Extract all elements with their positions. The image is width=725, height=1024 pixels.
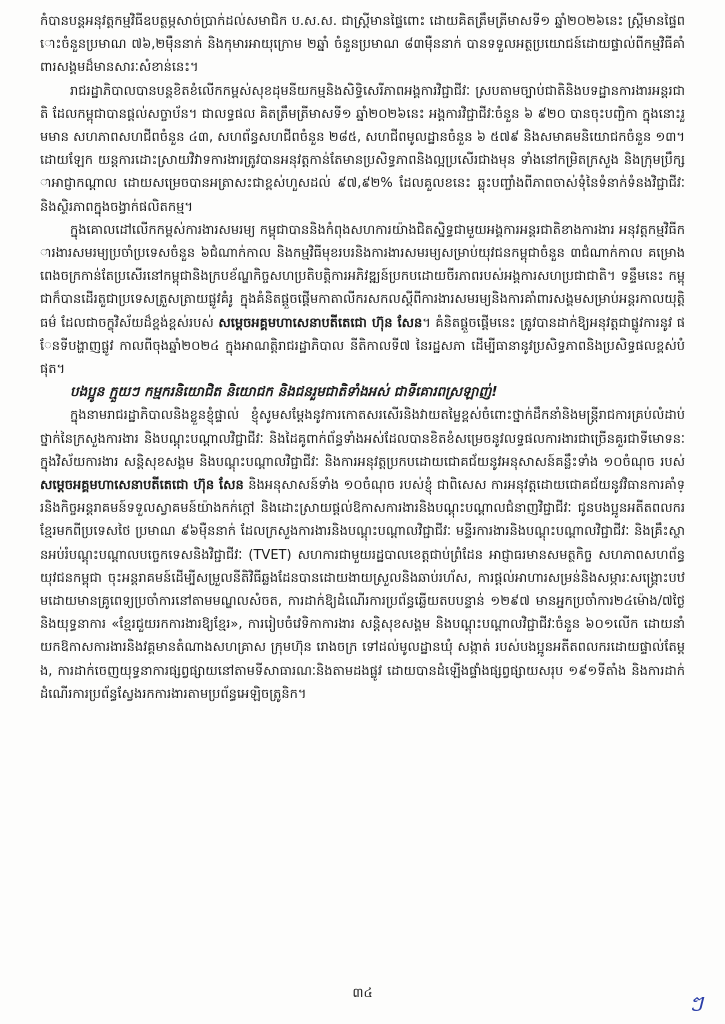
- paragraph-5-emphasis: សម្តេចអគ្គមហាសេនាបតីតេជោ ហ៊ុន សែន: [40, 478, 244, 494]
- handwritten-margin-mark: ៗ: [688, 992, 703, 1017]
- paragraph-5: [40, 404, 685, 706]
- salutation-heading: បងប្អូន ក្មួយៗ កម្មករនិយោជិត និយោជក និងជនរួមជាតិទាំងអស់ ជាទីគោរពស្រឡាញ់!: [70, 384, 498, 401]
- paragraph-1: [40, 10, 685, 80]
- page-number: ៣៤: [352, 986, 373, 1001]
- paragraph-5-text: ក្នុងនាមរាជរដ្ឋាភិបាលនិងខ្លួនខ្ញុំផ្ទាល់ ខ្ញុំសូមសម្តែងនូវការកោតសរសើរនិងវាយតម្លៃខ្ពស់ចំពោះថ្នាក់ដឹកនាំនិងមន្ត្រីរាជការគ្រប់លំដាប់ថ្នាក់នៃក្រសួងការងារ និងបណ្តុះបណ្តាលវិជ្ជាជីវៈ និងដៃគូពាក់ព័ន្ធទាំងអស់ដែលបានខិតខំសម្រេចនូវលទ្ធផលការងារជាច្រើនគួរជាទីមោទនៈក្នុងវិស័យការងារ សន្តិសុខសង្គម និងបណ្តុះបណ្តាលវិជ្ជាជីវៈ និងការអនុវត្តប្រកបដោយជោគជ័យនូវអនុសាសន៍គន្លឹះទាំង ១០ចំណុច របស់: [40, 408, 685, 470]
- paragraph-3-text: ក្នុងគោលដៅលើកកម្ពស់ការងារសមរម្យ កម្ពុជាបាននិងកំពុងសហការយ៉ាងជិតស្និទ្ធជាមួយអង្គការអន្តរជាតិខាងការងារ អនុវត្តកម្មវិធីការងារសមរម្យប្រចាំប្រទេសចំនួន ៦ជំណាក់កាល និងកម្មវិធីមុខរបរនិងការងារសមរម្យសម្រាប់យុវជនកម្ពុជាចំនួន ៣ជំណាក់កាល គម្រោងពេងចក្រកាន់តែប្រសើរនៅកម្ពុជានិងក្របខ័ណ្ឌកិច្ចសហប្រតិបត្តិការអភិវឌ្ឍន៍ប្រកបដោយចីរភាពរបស់អង្គការសហប្រជាជាតិ។ ទន្ទឹមនេះ កម្ពុជាក៏បានដើរតួជាប្រទេសត្រួសត្រាយផ្លូវគំរូ ក្នុងគំនិតផ្តួចផ្តើមកាតាលីករសកលស្តីពីការងារសមរម្យនិងការគាំពារសង្គមសម្រាប់អន្តរកាលយុត្តិធម៌ ដែលជាចក្ខុវិស័យដ៏ខ្ពង់ខ្ពស់របស់: [40, 222, 685, 331]
- paragraph-5-tail: និងអនុសាសន៍ទាំង ១០ចំណុច របស់ខ្ញុំ ជាពិសេស ការអនុវត្តដោយជោគជ័យនូវវិធានការគាំទ្រនិងកិច្ចអន្តរាគមន៍ទទួលស្វាគមន៍យ៉ាងកក់ក្តៅ និងដោះស្រាយផ្តល់ឱកាសការងារនិងបណ្តុះបណ្តាលជំនាញវិជ្ជាជីវៈ ជូនបងប្អូនអតីតពលករខ្មែរមកពីប្រទេសថៃ ប្រមាណ ៩៦ម៉ឺននាក់ ដែលក្រសួងការងារនិងបណ្តុះបណ្តាលវិជ្ជាជីវៈ មន្ទីរការងារនិងបណ្តុះបណ្តាលវិជ្ជាជីវៈ និងគ្រឹះស្ថានអប់រំបណ្តុះបណ្តាលបច្ចេកទេសនិងវិជ្ជាជីវៈ (TVET) សហការជាមួយរដ្ឋបាលខេត្តជាប់ព្រំដែន អាជ្ញាធរមានសមត្ថកិច្ច សហភាពសហព័ន្ធយុវជនកម្ពុជា ចុះអន្តរាគមន៍ដើម្បីសម្រួលនីតិវិធីឆ្លងដែនបានដោយងាយស្រួលនិងឆាប់រហ័ស, ការផ្តល់អាហារសម្រន់និងសម្ភារៈសង្គ្រោះបឋមដោយមានគ្រូពេទ្យប្រចាំការនៅតាមមណ្ឌលសំចត, ការដាក់ឱ្យដំណើរការប្រព័ន្ធឆ្លើយតបបន្ទាន់ ១២៩៧ មានអ្នកប្រចាំការ២៤ម៉ោង/៧ថ្ងៃ និងយុទ្ធនាការ «ខ្មែរជួយរកការងារឱ្យខ្មែរ», ការរៀបចំវេទិកាការងារ សន្តិសុខសង្គម និងបណ្តុះបណ្តាលវិជ្ជាជីវៈចំនួន ៦០១លើក ដោយនាំយកឱកាសការងារនិងវគ្គមានតំណាងសហគ្រាស ក្រុមហ៊ុន រោងចក្រ ទៅដល់មូលដ្ឋានឃុំ សង្កាត់ របស់បងប្អូនអតីតពលករដោយផ្ទាល់តែម្តង, ការដាក់ចេញយុទ្ធនាការផ្សព្វផ្សាយនៅតាមទីសាធារណៈនិងតាមដងផ្លូវ ដោយបានដំឡើងផ្ទាំងផ្សព្វផ្សាយសរុប ១៩១ទីតាំង និងការដាក់ដំណើរការប្រព័ន្ធស្វែងរកការងារតាមប្រព័ន្ធអេឡិចត្រូនិក។: [40, 478, 685, 702]
- paragraph-2-text: រាជរដ្ឋាភិបាលបានបន្តខិតខំលើកកម្ពស់សុខដុមនីយកម្មនិងសិទ្ធិសេរីភាពអង្គការវិជ្ជាជីវៈ ស្របតាមច្បាប់ជាតិនិងបទដ្ឋានការងារអន្តរជាតិ ដែលកម្ពុជាបានផ្តល់សច្ចាប័ន។ ជាលទ្ធផល គិតត្រឹមត្រីមាសទី១ ឆ្នាំ២០២៦នេះ អង្គការវិជ្ជាជីវៈចំនួន ៦ ៩២០ បានចុះបញ្ជិកា ក្នុងនោះរួមមាន សហភាពសហជីពចំនួន ៤៣, សហព័ន្ធសហជីពចំនួន ២៨៥, សហជីពមូលដ្ឋានចំនួន ៦ ៥៧៩ និងសមាគមនិយោជកចំនួន ១៣។ ដោយឡែក យន្តការដោះស្រាយវិវាទការងារត្រូវបានអនុវត្តកាន់តែមានប្រសិទ្ធភាពនិងល្អប្រសើរជាងមុន ទាំងនៅកម្រិតក្រសួង និងក្រុមប្រឹក្សាអាជ្ញាកណ្តាល ដោយសម្រេចបានអត្រាសះជាខ្ពស់ហួសដល់ ៩៧,៩២% ដែលគួលខនេះ ឆ្លុះបញ្ចាំងពីភាពចាស់ទុំនៃទំនាក់ទំនងវិជ្ជាជីវៈ និងស្ថិរភាពក្នុងចង្វាក់ផលិតកម្ម។: [40, 83, 685, 215]
- paragraph-3-emphasis: សម្តេចអគ្គមហាសេនាបតីតេជោ ហ៊ុន សែន: [218, 315, 423, 331]
- paragraph-1-text: កំបានបន្តអនុវត្តកម្មវិធីឧបត្ថម្ភសាច់ប្រាក់ដល់សមាជិក ប.ស.ស. ជាស្ត្រីមានផ្ទៃពោះ ដោយគិតត្រឹមត្រីមាសទី១ ឆ្នាំ២០២៦នេះ ស្ត្រីមានផ្ទៃពោះចំនួនប្រមាណ ៧៦,២ម៉ឺននាក់ និងកុមារអាយុក្រោម ២ឆ្នាំ ចំនួនប្រមាណ ៨៣ម៉ឺននាក់ បានទទួលអត្ថប្រយោជន៍ដោយផ្ទាល់ពីកម្មវិធីគាំពារសង្គមដ៏មានសារៈសំខាន់នេះ។: [40, 14, 685, 76]
- paragraph-2: [40, 80, 685, 219]
- paragraph-3: [40, 219, 685, 381]
- document-page: [40, 10, 685, 1000]
- paragraph-3-tail: ។ គំនិតផ្តួចផ្តើមនេះ ត្រូវបានដាក់ឱ្យអនុវត្តជាផ្លូវការនូវ ផែនទីបង្ហាញផ្លូវ កាលពីចុងឆ្នាំ២០២៤ ក្នុងអាណត្តិរាជរដ្ឋាភិបាល នីតិកាលទី៧ នៃរដ្ឋសភា ដើម្បីធានានូវប្រសិទ្ធភាពនិងប្រសិទ្ធផលខ្ពស់បំផុត។: [40, 315, 685, 378]
